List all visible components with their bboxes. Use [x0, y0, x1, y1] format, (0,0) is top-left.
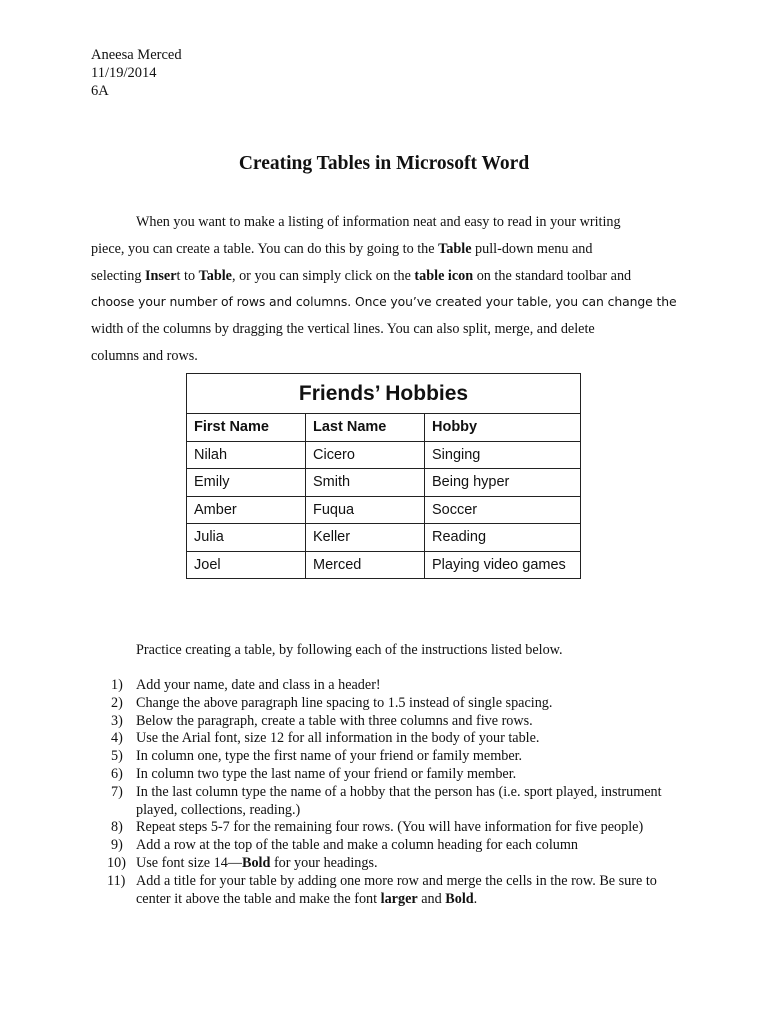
- list-item: [91, 784, 691, 820]
- paragraph-text: t to: [176, 267, 199, 284]
- step-bold-text: Bold: [445, 890, 474, 907]
- header-date: 11/19/2014: [91, 65, 157, 81]
- step-text: Below the paragraph, create a table with three columns and five rows.: [136, 712, 533, 729]
- step-text: In the last column type the name of a hobby that the person has (i.e. sport played, instrument played, collections, reading.): [136, 783, 662, 818]
- table-header-row: [187, 414, 581, 442]
- table-cell: Singing: [425, 441, 581, 469]
- header-class: 6A: [91, 83, 109, 99]
- step-text: Add a row at the top of the table and make a column heading for each column: [136, 837, 579, 854]
- table-cell: Joel: [187, 551, 306, 579]
- step-number: 4): [111, 730, 123, 747]
- paragraph-line-4: choose your number of rows and columns. Once you’ve created your table, you can change the: [91, 294, 677, 310]
- list-item: [91, 748, 691, 766]
- paragraph-line-5: width of the columns by dragging the vertical lines. You can also split, merge, and delete: [91, 321, 595, 338]
- list-item: [91, 695, 691, 713]
- practice-instructions: Practice creating a table, by following each of the instructions listed below.: [136, 642, 563, 658]
- column-header: Hobby: [425, 414, 581, 442]
- paragraph-text: , or you can simply click on the: [231, 267, 415, 284]
- step-text: .: [473, 890, 478, 907]
- step-text: Change the above paragraph line spacing to 1.5 instead of single spacing.: [136, 694, 553, 711]
- step-number: 6): [111, 765, 123, 782]
- header-name: Aneesa Merced: [91, 47, 182, 63]
- paragraph-line-3: [91, 263, 681, 290]
- step-text: In column one, type the first name of your friend or family member.: [136, 748, 523, 765]
- hobbies-table-wrapper: [186, 373, 581, 579]
- table-cell: Emily: [187, 469, 306, 497]
- step-number: 7): [111, 783, 123, 800]
- paragraph-text: pull-down menu and: [471, 240, 593, 257]
- step-number: 5): [111, 748, 123, 765]
- table-cell: Playing video games: [425, 551, 581, 579]
- list-item: [91, 855, 691, 873]
- table-title: Friends’ Hobbies: [187, 374, 581, 414]
- paragraph-text: piece, you can create a table. You can do this by going to the: [91, 240, 439, 257]
- step-text: for your headings.: [270, 854, 378, 871]
- list-item: [91, 819, 691, 837]
- step-number: 1): [111, 677, 123, 693]
- step-bold-text: larger: [380, 890, 418, 907]
- table-cell: Julia: [187, 524, 306, 552]
- table-row: [187, 496, 581, 524]
- step-number: 8): [111, 819, 123, 836]
- step-text: Use font size 14—: [136, 854, 242, 871]
- table-cell: Amber: [187, 496, 306, 524]
- table-cell: Merced: [306, 551, 425, 579]
- document-title: Creating Tables in Microsoft Word: [238, 153, 530, 174]
- column-header: First Name: [187, 414, 306, 442]
- list-item: [91, 837, 691, 855]
- list-item: [91, 766, 691, 784]
- table-cell: Reading: [425, 524, 581, 552]
- paragraph-line-2: [91, 236, 681, 263]
- intro-paragraph: [91, 209, 681, 370]
- column-header: Last Name: [306, 414, 425, 442]
- step-number: 11): [107, 872, 126, 889]
- step-text: Add a title for your table by adding one more row and merge the cells in the row. Be sure to center it above the table and make the font: [136, 872, 657, 907]
- step-number: 9): [111, 837, 123, 854]
- paragraph-bold-text: table icon: [414, 267, 474, 284]
- step-number: 10): [107, 854, 126, 871]
- list-item: [91, 730, 691, 748]
- paragraph-bold-text: Table: [438, 240, 472, 257]
- table-row: [187, 441, 581, 469]
- table-cell: Nilah: [187, 441, 306, 469]
- table-cell: Smith: [306, 469, 425, 497]
- list-item: [91, 873, 691, 909]
- steps-list: [91, 677, 691, 908]
- step-text: In column two type the last name of your friend or family member.: [136, 765, 517, 782]
- table-cell: Keller: [306, 524, 425, 552]
- step-bold-text: Bold: [242, 854, 271, 871]
- paragraph-text: selecting: [91, 267, 145, 284]
- table-cell: Fuqua: [306, 496, 425, 524]
- step-text: Use the Arial font, size 12 for all information in the body of your table.: [136, 730, 540, 747]
- paragraph-bold-text: Table: [198, 267, 232, 284]
- table-title-row: [187, 374, 581, 414]
- step-text: and: [417, 890, 446, 907]
- document-header: [91, 46, 182, 100]
- step-number: 2): [111, 694, 123, 711]
- table-row: [187, 524, 581, 552]
- paragraph-bold-text: Inser: [144, 267, 177, 284]
- table-row: [187, 551, 581, 579]
- table-cell: Cicero: [306, 441, 425, 469]
- step-text: Repeat steps 5-7 for the remaining four rows. (You will have information for five people): [136, 819, 644, 836]
- step-text: Add your name, date and class in a header!: [136, 677, 381, 693]
- hobbies-table: [186, 373, 581, 579]
- paragraph-line-6: columns and rows.: [91, 347, 198, 364]
- paragraph-text: on the standard toolbar and: [473, 267, 632, 284]
- table-cell: Being hyper: [425, 469, 581, 497]
- step-number: 3): [111, 712, 123, 729]
- paragraph-line-1: When you want to make a listing of information neat and easy to read in your writing: [136, 214, 621, 230]
- list-item: [91, 713, 691, 731]
- table-cell: Soccer: [425, 496, 581, 524]
- table-row: [187, 469, 581, 497]
- list-item: [91, 677, 691, 695]
